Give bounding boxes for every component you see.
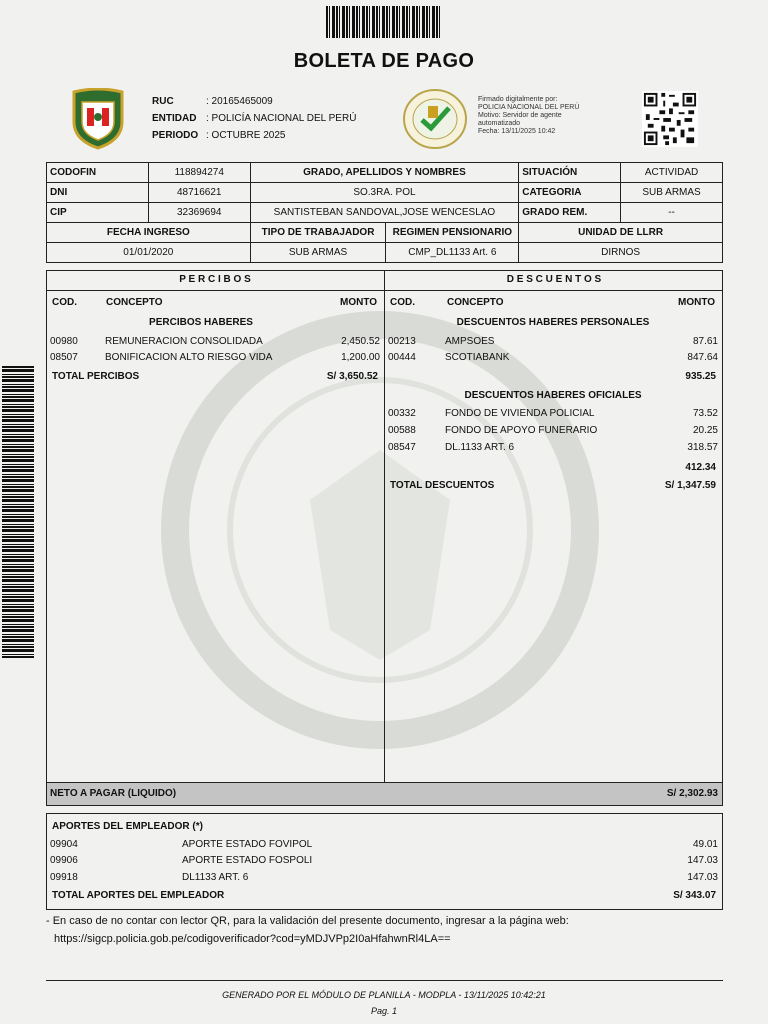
document-title: BOLETA DE PAGO	[293, 50, 475, 72]
aportes-item-cod: 09904	[50, 839, 78, 850]
nombre-value: SANTISTEBAN SANDOVAL,JOSE WENCESLAO	[250, 203, 519, 223]
aportes-item-concepto: APORTE ESTADO FOSPOLI	[182, 855, 313, 866]
ruc-label: RUC	[152, 96, 174, 107]
descuentos-col-monto: MONTO	[678, 297, 716, 308]
dni-label: DNI	[47, 183, 149, 203]
neto-label: NETO A PAGAR (LIQUIDO)	[50, 788, 177, 799]
descuentos-item-monto: 20.25	[692, 425, 718, 436]
side-barcode	[2, 366, 34, 658]
percibos-heading: P E R C I B O S	[179, 274, 251, 285]
barcode	[326, 6, 440, 38]
descuentos-item-cod: 00332	[388, 408, 416, 419]
cip-value: 32369694	[148, 203, 250, 223]
grado-nombres-label: GRADO, APELLIDOS Y NOMBRES	[250, 163, 519, 183]
aportes-item-monto: 49.01	[692, 839, 718, 850]
signature-info	[478, 96, 608, 136]
descuentos-item-cod: 08547	[388, 442, 416, 453]
qr-code	[642, 91, 698, 147]
descuentos-item-concepto: AMPSOES	[445, 336, 495, 347]
descuentos-item-concepto: SCOTIABANK	[445, 352, 510, 363]
categoria-value: SUB ARMAS	[621, 183, 723, 203]
descuentos-section2-title: DESCUENTOS HABERES OFICIALES	[464, 390, 642, 401]
ruc-value: : 20165465009	[206, 96, 273, 107]
percibos-col-monto: MONTO	[340, 297, 378, 308]
entidad-label: ENTIDAD	[152, 113, 197, 124]
neto-value: S/ 2,302.93	[666, 788, 718, 799]
descuentos-subtotal1: 935.25	[685, 371, 716, 382]
aportes-item-concepto: APORTE ESTADO FOVIPOL	[182, 839, 313, 850]
situacion-value: ACTIVIDAD	[621, 163, 723, 183]
footer-generated: GENERADO POR EL MÓDULO DE PLANILLA - MODPLA - 13/11/2025 10:42:21	[222, 990, 546, 1000]
percibos-section-title: PERCIBOS HABERES	[149, 317, 253, 328]
descuentos-item-monto: 73.52	[692, 408, 718, 419]
validation-note: - En caso de no contar con lector QR, para la validación del presente documento, ingresar a la página web:	[46, 915, 569, 927]
categoria-label: CATEGORIA	[519, 183, 621, 203]
descuentos-subtotal2: 412.34	[685, 462, 716, 473]
aportes-item-monto: 147.03	[687, 855, 718, 866]
fecha-ingreso-value: 01/01/2020	[47, 243, 251, 263]
aportes-heading: APORTES DEL EMPLEADOR (*)	[52, 821, 203, 832]
codofin-value: 118894274	[148, 163, 250, 183]
descuentos-item-monto: 87.61	[692, 336, 718, 347]
footer-page: Pag. 1	[370, 1006, 398, 1016]
police-shield-logo	[70, 88, 126, 150]
total-aportes-value: S/ 343.07	[673, 890, 716, 901]
percibos-col-concepto: CONCEPTO	[106, 297, 163, 308]
digital-signature-seal-icon	[402, 88, 468, 150]
total-descuentos-label: TOTAL DESCUENTOS	[390, 480, 495, 491]
descuentos-item-monto: 847.64	[687, 352, 718, 363]
fecha-ingreso-label: FECHA INGRESO	[47, 223, 251, 243]
total-percibos-value: S/ 3,650.52	[326, 371, 378, 382]
unidad-label: UNIDAD DE LLRR	[519, 223, 723, 243]
descuentos-item-concepto: FONDO DE APOYO FUNERARIO	[445, 425, 598, 436]
descuentos-col-cod: COD.	[390, 297, 415, 308]
grado-value: SO.3RA. POL	[250, 183, 519, 203]
tipo-trabajador-label: TIPO DE TRABAJADOR	[250, 223, 386, 243]
grado-rem-value: --	[621, 203, 723, 223]
total-aportes-label: TOTAL APORTES DEL EMPLEADOR	[52, 890, 225, 901]
descuentos-item-concepto: DL.1133 ART. 6	[445, 442, 515, 453]
descuentos-item-cod: 00213	[388, 336, 416, 347]
periodo-value: : OCTUBRE 2025	[206, 130, 286, 141]
regimen-label: REGIMEN PENSIONARIO	[386, 223, 519, 243]
percibos-item-monto: 1,200.00	[341, 352, 380, 363]
codofin-label: CODOFIN	[47, 163, 149, 183]
regimen-value: CMP_DL1133 Art. 6	[386, 243, 519, 263]
percibos-col-cod: COD.	[52, 297, 77, 308]
descuentos-section1-title: DESCUENTOS HABERES PERSONALES	[456, 317, 650, 328]
descuentos-item-concepto: FONDO DE VIVIENDA POLICIAL	[445, 408, 595, 419]
descuentos-col-concepto: CONCEPTO	[447, 297, 504, 308]
descuentos-heading: D E S C U E N T O S	[506, 274, 602, 285]
descuentos-item-cod: 00588	[388, 425, 416, 436]
signature-line: POLICIA NACIONAL DEL PERÚ	[478, 104, 580, 111]
dni-value: 48716621	[148, 183, 250, 203]
employee-info-table	[46, 162, 723, 263]
aportes-item-cod: 09906	[50, 855, 78, 866]
situacion-label: SITUACIÓN	[519, 163, 621, 183]
tipo-trabajador-value: SUB ARMAS	[250, 243, 386, 263]
signature-line: Fecha: 13/11/2025 10:42	[478, 128, 556, 135]
descuentos-item-cod: 00444	[388, 352, 416, 363]
periodo-label: PERIODO	[152, 130, 199, 141]
cip-label: CIP	[47, 203, 149, 223]
validation-url[interactable]: https://sigcp.policia.gob.pe/codigoverificador?cod=yMDJVPp2I0aHfahwnRl4LA==	[54, 933, 451, 945]
unidad-value: DIRNOS	[519, 243, 723, 263]
aportes-item-monto: 147.03	[687, 872, 718, 883]
descuentos-item-monto: 318.57	[687, 442, 718, 453]
entidad-value: : POLICÍA NACIONAL DEL PERÚ	[206, 113, 357, 124]
percibos-item-concepto: BONIFICACION ALTO RIESGO VIDA	[105, 352, 273, 363]
percibos-item-concepto: REMUNERACION CONSOLIDADA	[105, 336, 263, 347]
signature-line: Motivo: Servidor de agente	[478, 112, 562, 119]
percibos-item-monto: 2,450.52	[341, 336, 380, 347]
total-percibos-label: TOTAL PERCIBOS	[52, 371, 140, 382]
total-descuentos-value: S/ 1,347.59	[664, 480, 716, 491]
aportes-item-concepto: DL1133 ART. 6	[182, 872, 249, 883]
percibos-item-cod: 08507	[50, 352, 78, 363]
aportes-item-cod: 09918	[50, 872, 78, 883]
signature-line: automatizado	[478, 120, 521, 127]
grado-rem-label: GRADO REM.	[519, 203, 621, 223]
signature-line: Firmado digitalmente por:	[478, 96, 558, 103]
percibos-item-cod: 00980	[50, 336, 78, 347]
